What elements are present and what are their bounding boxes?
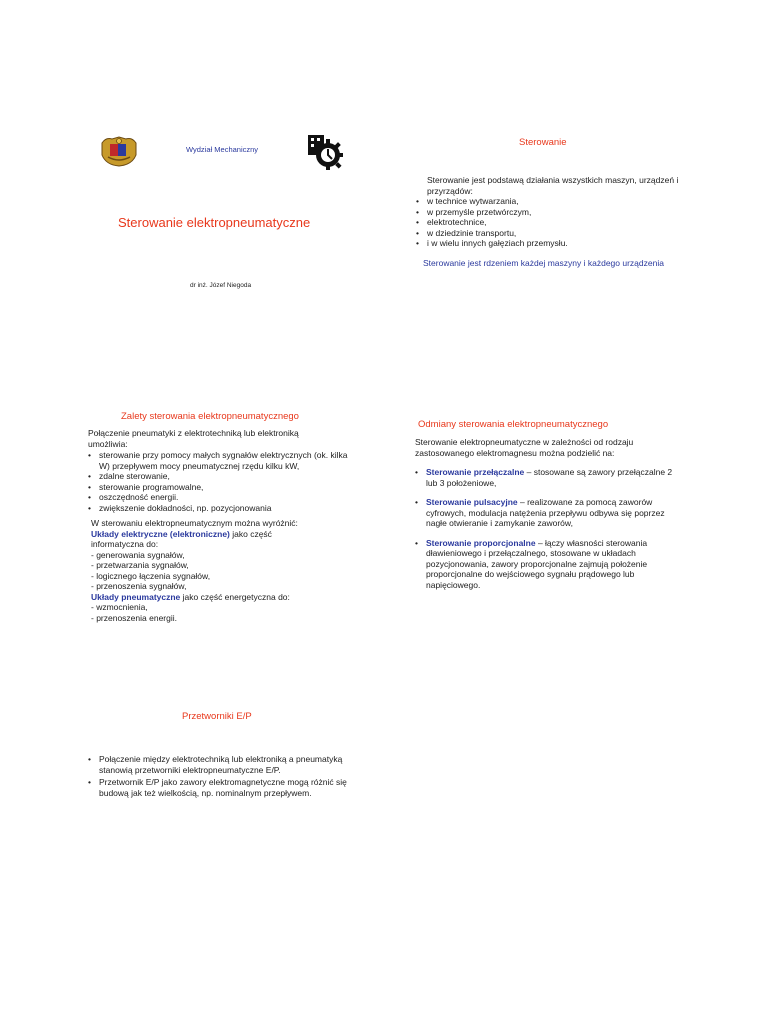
list-item: • sterowanie programowalne, — [88, 482, 350, 493]
variant-label: Sterowanie przełączalne — [426, 467, 525, 477]
electric-systems-suffix: jako część — [229, 528, 272, 539]
pneumatic-systems-suffix: jako część energetyczna do: — [180, 591, 290, 602]
list-item: • w technice wytwarzania, — [416, 196, 686, 207]
intro-text: umożliwia: — [88, 438, 128, 449]
slide-footer-note: Sterowanie jest rdzeniem każdej maszyny i każdego urządzenia — [423, 258, 664, 268]
list-item: • i w wielu innych gałęziach przemysłu. — [416, 238, 686, 249]
variant-item — [415, 497, 685, 529]
bullet-list — [416, 196, 686, 249]
variant-text: dławieniowego i przełączalnego, stosowane w układach — [426, 548, 636, 558]
list-item-text: • Połączenie między elektrotechniką lub elektroniką a pneumatyką — [99, 754, 343, 764]
university-crest-logo — [98, 135, 140, 167]
info-item: - generowania sygnałów, — [91, 549, 185, 560]
electric-systems-line — [91, 529, 361, 540]
intro-text: Sterowanie elektropneumatyczne w zależności od rodzaju — [415, 437, 634, 447]
energy-item: - przenoszenia energii. — [91, 612, 177, 623]
variants-list — [415, 467, 685, 590]
variant-text: nagłe otwieranie i zamykanie zaworów, — [426, 518, 573, 528]
info-item: - przetwarzania sygnałów, — [91, 560, 189, 570]
intro-text: zastosowanego elektromagnesu można podzielić na: — [415, 447, 615, 458]
info-item: - przenoszenia sygnałów, — [91, 581, 187, 591]
variant-text: proporcjonalne do wejściowego sygnału prądowego lub — [426, 569, 635, 579]
faculty-name: Wydział Mechaniczny — [186, 145, 259, 154]
list-item-text: • Przetwornik E/P jako zawory elektromagnetyczne mogą różnić się — [99, 777, 347, 787]
intro-text: Połączenie pneumatyki z elektrotechniką lub elektroniką — [88, 428, 299, 438]
author: dr inż. Józef Niegoda — [190, 282, 252, 289]
list-item-text: stanowią przetworniki elektropneumatyczne E/P. — [99, 764, 281, 775]
variant-text: – stosowane są zawory przełączalne 2 — [524, 467, 673, 477]
variant-text: pozycjonowania, zawory proporcjonalne zajmują położenie — [426, 558, 648, 569]
pneumatic-systems-line — [91, 592, 361, 603]
list-item: • w przemyśle przetwórczym, — [416, 207, 686, 218]
intro-text: przyrządów: — [427, 185, 473, 196]
slide-title — [90, 125, 360, 305]
slide-heading: Zalety sterowania elektropneumatycznego — [121, 411, 299, 422]
variant-item — [415, 538, 685, 591]
list-item: • elektrotechnice, — [416, 217, 686, 228]
variant-text: – łączy własności sterowania — [535, 537, 648, 548]
list-item: • sterowanie przy pomocy małych sygnałów elektrycznych (ok. kilka W) przepływem mocy pneumatycznej rzędu kilku kW, — [88, 450, 350, 471]
list-item: • zwiększenie dokładności, np. pozycjonowania — [88, 503, 350, 514]
variant-text: cyfrowych, modulacja natężenia przepływu odbywa się poprzez — [426, 507, 665, 518]
variant-item — [415, 467, 685, 488]
variant-label: Sterowanie proporcjonalne — [426, 537, 536, 548]
energy-item: - wzmocnienia, — [91, 602, 148, 612]
variant-text: – realizowane za pomocą zaworów — [517, 497, 653, 507]
variant-text: lub 3 położeniowe, — [426, 477, 497, 488]
variant-text: napięciowego. — [426, 579, 481, 590]
bullet-list — [88, 754, 358, 798]
list-item-text: budową jak też wielkością, np. nominalnym przepływem. — [99, 787, 312, 798]
slide-heading: Odmiany sterowania elektropneumatycznego — [418, 419, 609, 430]
electric-systems-label: Układy elektryczne (elektroniczne) — [91, 528, 230, 539]
presentation-title: Sterowanie elektropneumatyczne — [118, 215, 311, 230]
distinguish-text: W sterowaniu elektropneumatycznym można wyróżnić: — [91, 518, 298, 528]
list-item: • oszczędność energii. — [88, 492, 350, 503]
list-item: • w dziedzinie transportu, — [416, 228, 686, 239]
list-item: • zdalne sterowanie, — [88, 471, 350, 482]
slide-heading: Sterowanie — [519, 137, 567, 148]
variant-label: Sterowanie pulsacyjne — [426, 497, 518, 507]
faculty-gear-logo — [306, 133, 344, 171]
bullet-list — [88, 450, 350, 513]
info-item: - logicznego łączenia sygnałów, — [91, 570, 211, 581]
info-line: informatyczna do: — [91, 539, 159, 549]
list-item — [88, 754, 358, 775]
pneumatic-systems-label: Układy pneumatyczne — [91, 591, 181, 602]
slide-heading: Przetworniki E/P — [182, 711, 252, 722]
intro-text: Sterowanie jest podstawą działania wszystkich maszyn, urządzeń i — [427, 175, 679, 185]
list-item — [88, 777, 358, 798]
